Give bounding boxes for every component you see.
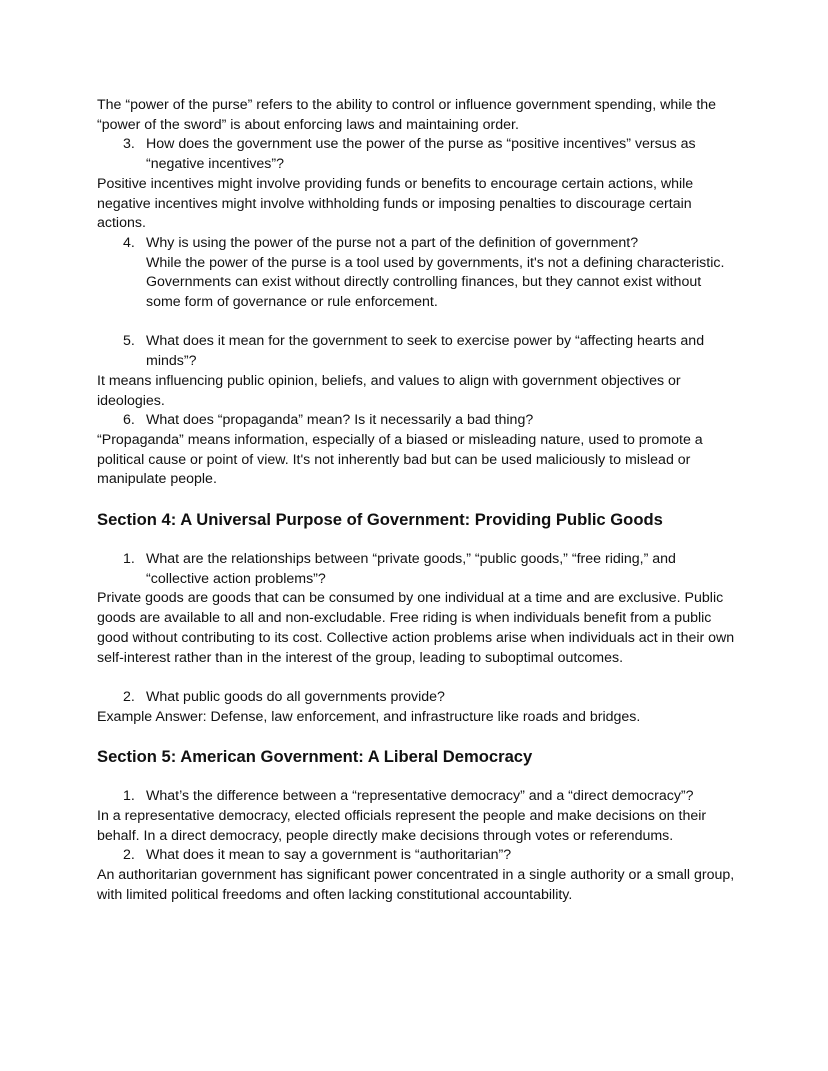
question-number: 3. [123,136,135,153]
section-5-question-1 [97,787,737,807]
answer-3: Positive incentives might involve providing funds or benefits to encourage certain actions, while negative incentives might involve withholding funds or imposing penalties to discourage certain actions. [97,175,694,232]
question-5 [97,332,737,371]
question-number: 6. [123,412,135,429]
section-4-answer-1: Private goods are goods that can be consumed by one individual at a time and are exclusive. Public goods are available to all and non-excludable. Free riding is when individuals benefit from a public good without contributing to its cost. Collective action problems arise when individuals act in their own self-interest rather than in the interest of the group, leading to suboptimal outcomes. [97,590,735,666]
section-5-question-2 [97,846,737,866]
section-4-question-2 [97,688,737,708]
section-5-answer-1: In a representative democracy, elected officials represent the people and make decisions on their behalf. In a direct democracy, people directly make decisions through votes or referendums. [97,808,707,844]
question-text: Why is using the power of the purse not a part of the definition of government? [146,234,639,251]
section-5-answer-2: An authoritarian government has significant power concentrated in a single authority or a small group, with limited political freedoms and often lacking constitutional accountability. [97,867,735,903]
question-number: 5. [123,333,135,350]
question-number: 1. [123,551,135,568]
question-6 [97,411,737,431]
answer-4: While the power of the purse is a tool used by governments, it's not a defining characteristic. Governments can exist without directly controlling finances, but they cannot exist without some form of governance or rule enforcement. [146,254,725,311]
question-number: 4. [123,234,135,251]
question-3 [97,135,737,174]
document-page [97,96,737,906]
blank-line [97,668,737,688]
question-text: What does it mean for the government to seek to exercise power by “affecting hearts and minds”? [146,333,705,370]
question-number: 1. [123,788,135,805]
section-4-question-1 [97,550,737,589]
question-text: What’s the difference between a “representative democracy” and a “direct democracy”? [146,788,694,805]
section-5-heading: Section 5: American Government: A Liberal Democracy [97,747,533,767]
answer-5: It means influencing public opinion, beliefs, and values to align with government objectives or ideologies. [97,372,681,409]
question-text: What are the relationships between “private goods,” “public goods,” “free riding,” and “collective action problems”? [146,551,676,587]
question-number: 2. [123,847,135,864]
answer-power-of-purse: The “power of the purse” refers to the ability to control or influence government spending, while the “power of the sword” is about enforcing laws and maintaining order. [97,97,717,133]
question-text: How does the government use the power of the purse as “positive incentives” versus as “negative incentives”? [146,136,696,173]
question-number: 2. [123,688,135,705]
section-4-heading: Section 4: A Universal Purpose of Government: Providing Public Goods [97,510,663,530]
question-text: What public goods do all governments provide? [146,688,445,705]
question-text: What does “propaganda” mean? Is it necessarily a bad thing? [146,412,534,429]
section-4-answer-2: Example Answer: Defense, law enforcement, and infrastructure like roads and bridges. [97,708,641,725]
blank-line [97,313,737,333]
question-text: What does it mean to say a government is “authoritarian”? [146,847,512,864]
answer-6: “Propaganda” means information, especially of a biased or misleading nature, used to promote a political cause or point of view. It's not inherently bad but can be used maliciously to mislead or manipulate people. [97,431,703,488]
question-4 [97,234,737,254]
